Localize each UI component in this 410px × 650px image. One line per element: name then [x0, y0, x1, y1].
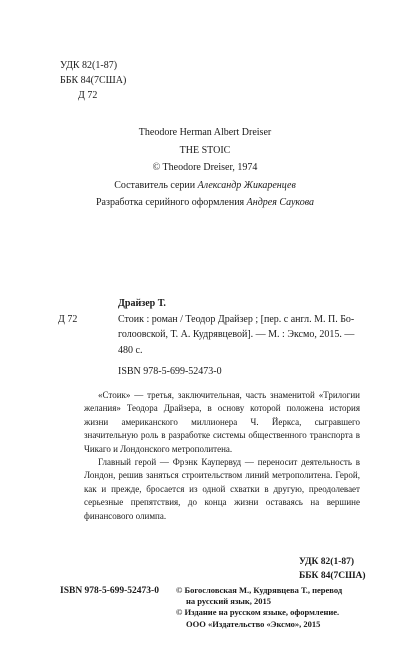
description-line-3: 480 с. [118, 344, 143, 356]
author-mark: Д 72 [78, 90, 98, 101]
series-compiler-label: Составитель серии [114, 179, 198, 191]
series-compiler-name: Александр Жикаренцев [197, 179, 296, 191]
record-author-mark: Д 72 [58, 313, 78, 325]
author-heading: Драйзер Т. [118, 298, 166, 309]
series-design-name: Андрея Саукова [246, 197, 314, 208]
edition-copyright-line-2: ООО «Издательство «Эксмо», 2015 [186, 618, 321, 629]
series-design-label: Разработка серийного оформления [96, 197, 247, 208]
annotation [84, 389, 360, 523]
original-title: THE STOIC [179, 144, 231, 156]
edition-copyright-line-1: © Издание на русском языке, оформление. [176, 607, 340, 618]
bibliographic-description [118, 312, 356, 359]
series-compiler [0, 177, 410, 195]
original-author: Theodore Herman Albert Dreiser [138, 127, 272, 138]
bottom-isbn: ISBN 978-5-699-52473-0 [60, 586, 159, 596]
bottom-udk: УДК 82(1-87) [299, 557, 355, 567]
description-line-2: голоовской, Т. А. Кудрявцевой]. — М. : Эксмо, 2015. — [118, 329, 355, 340]
bottom-bbk: ББК 84(7США) [299, 571, 366, 581]
series-design [0, 194, 410, 212]
bbk-code: ББК 84(7США) [60, 75, 127, 86]
description-line-1: Стоик : роман / Теодор Драйзер ; [пер. с англ. М. П. Бо- [118, 313, 355, 325]
udk-code: УДК 82(1-87) [60, 60, 118, 71]
translation-copyright-line-2: на русский язык, 2015 [186, 596, 272, 607]
annotation-paragraph-2: Главный герой — Фрэнк Каупервуд — переносит деятельность в Лондон, решив заняться строительством линий метрополитена. Герой, как и прежде, бросается из одной схватки в другую, преодолевает серьезные препятствия, до конца жизни оставаясь на вершине финансового олимпа. [84, 457, 360, 521]
annotation-paragraph-1: «Стоик» — третья, заключительная, часть знаменитой «Трилогии желания» Теодора Драйзера, в основу которой положена история жизни американского миллионера Ч. Йеркса, сыгравшего значительную роль в разработке системы общественного транспорта в Чикаго и Лондонского метрополитена. [84, 390, 360, 454]
translation-copyright-line-1: © Богословская М., Кудрявцева Т., перевод [176, 585, 343, 595]
bottom-classification [299, 555, 366, 583]
copyright-notices [176, 585, 372, 630]
record-isbn: ISBN 978-5-699-52473-0 [118, 366, 222, 377]
classification-codes [60, 58, 126, 103]
original-credits [0, 124, 410, 212]
original-copyright: © Theodore Dreiser, 1974 [152, 162, 258, 173]
